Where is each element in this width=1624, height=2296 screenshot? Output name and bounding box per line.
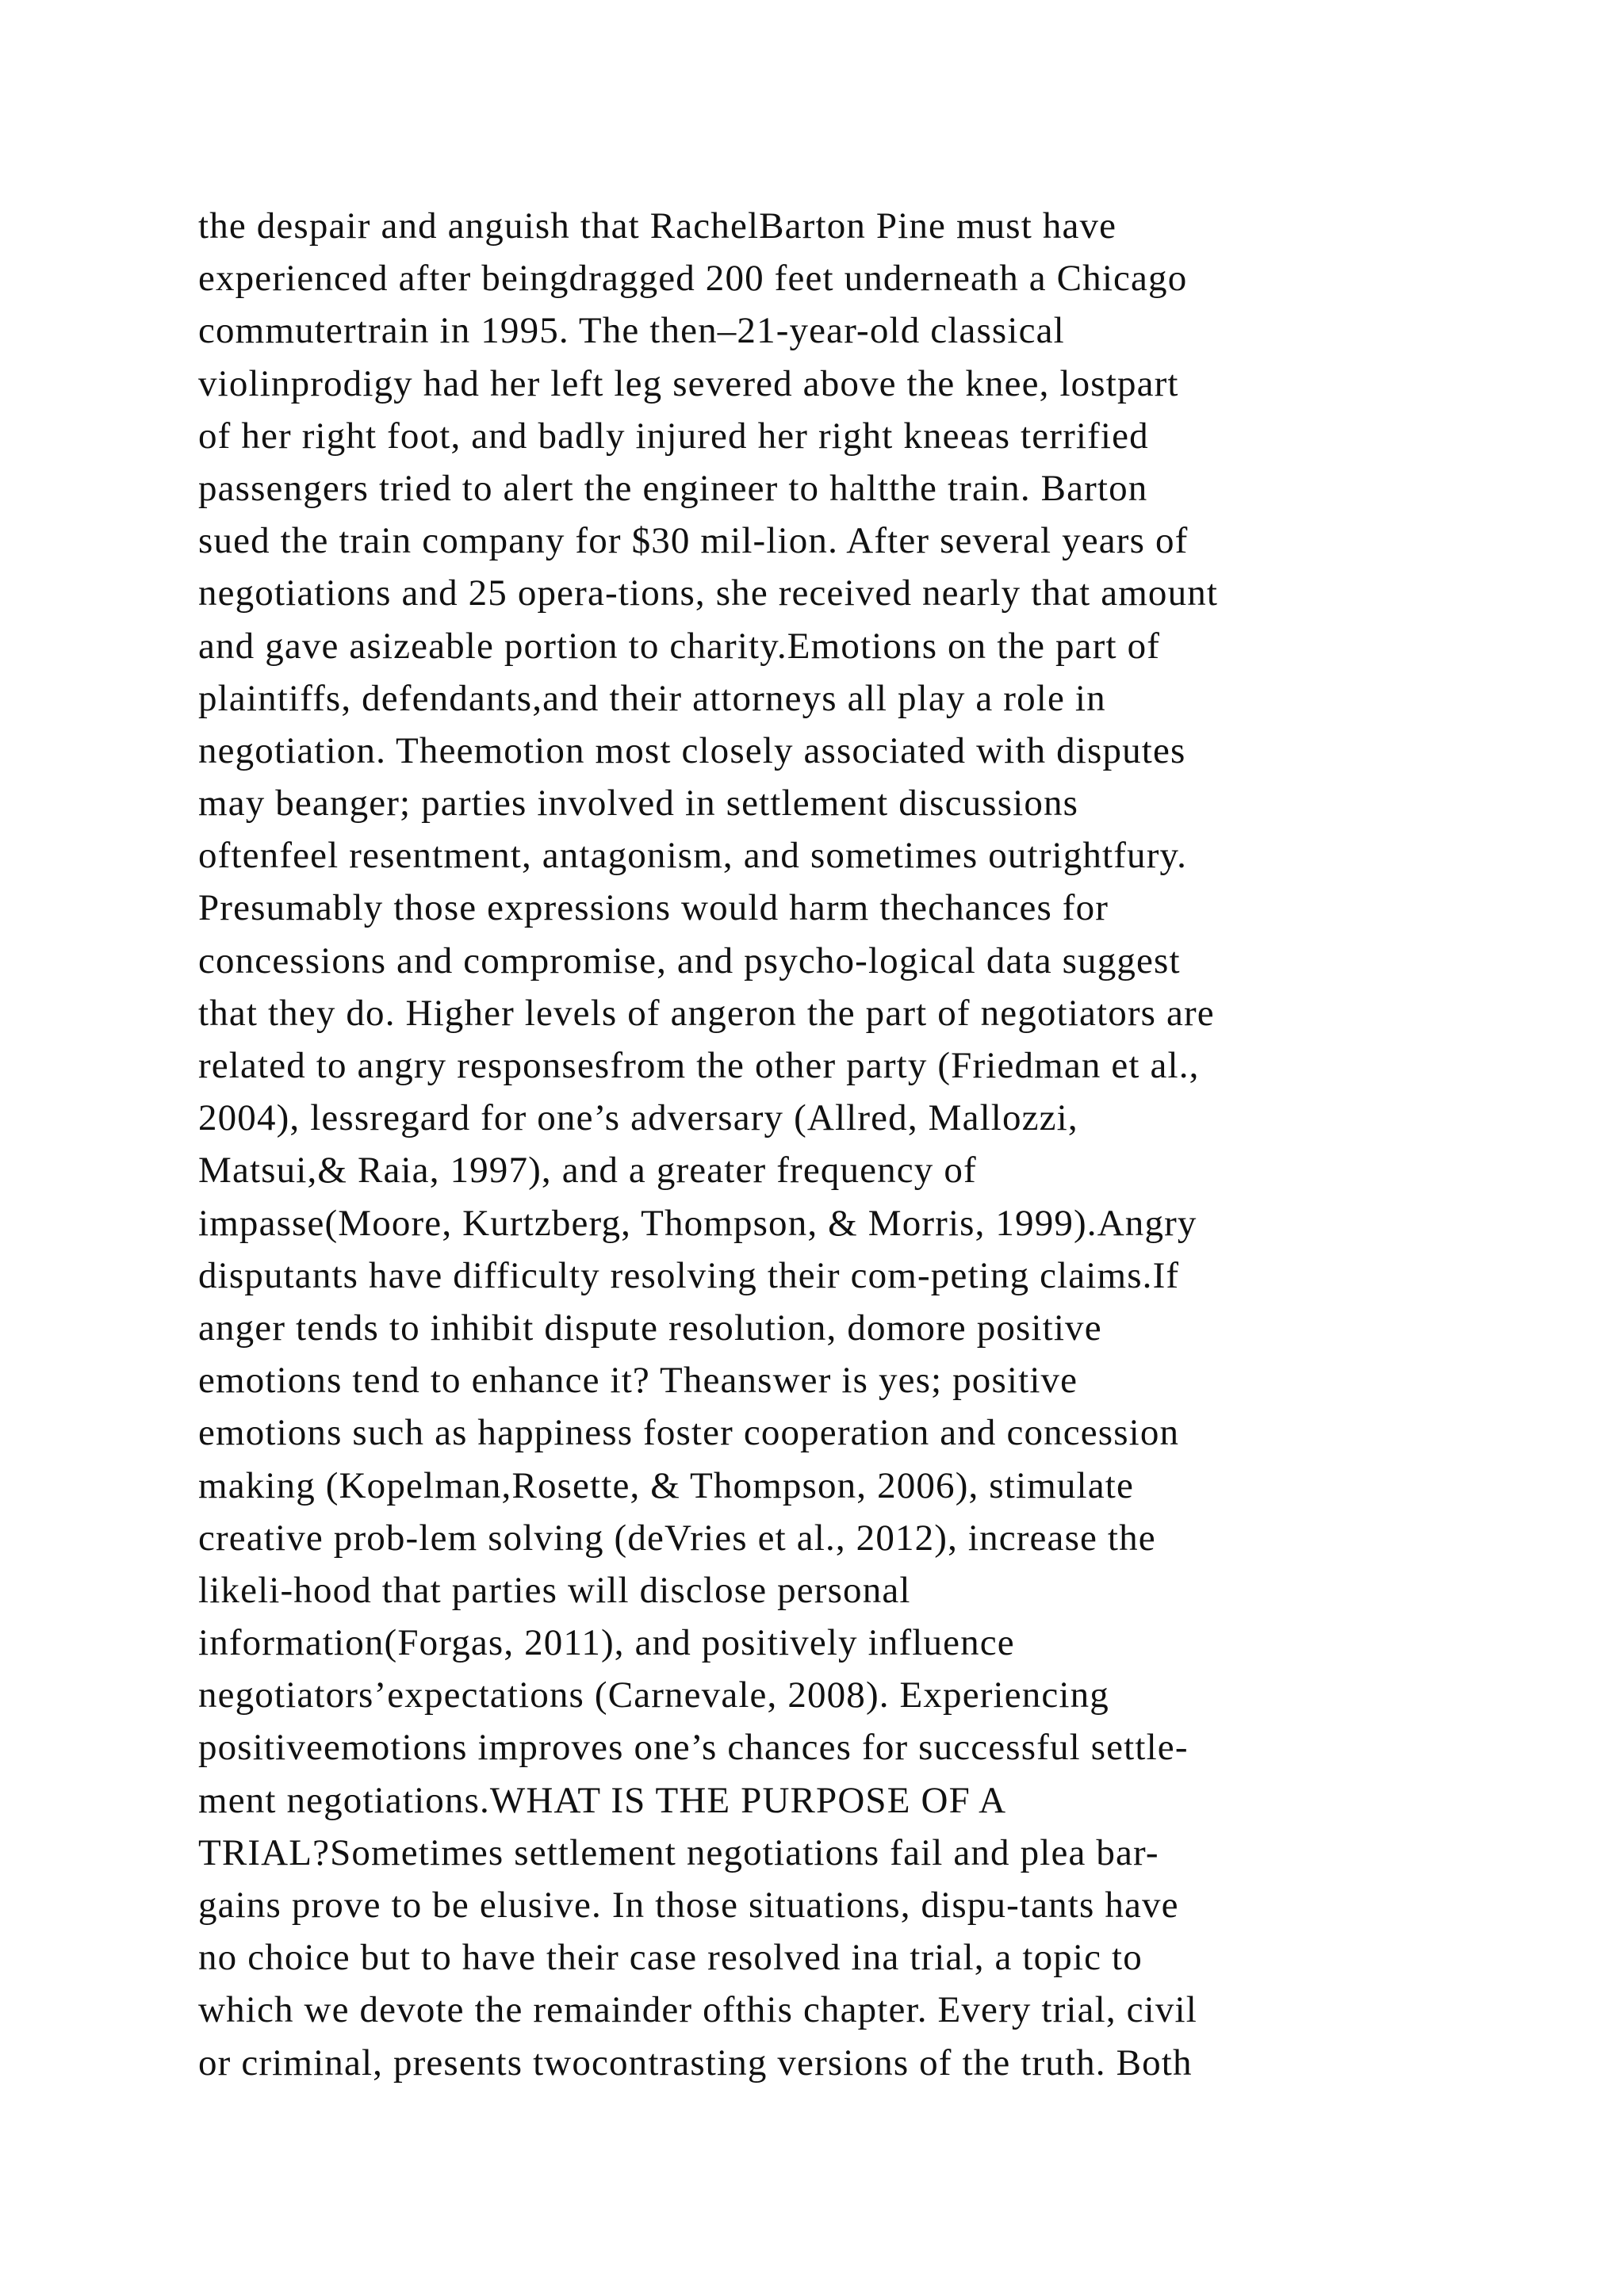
text-line: Presumably those expressions would harm thechances for [198, 887, 1109, 929]
text-line: information(Forgas, 2011), and positively influence [198, 1622, 1015, 1664]
text-line: 2004), lessregard for one’s adversary (Allred, Mallozzi, [198, 1097, 1078, 1139]
text-line: sued the train company for $30 mil-lion. After several years of [198, 520, 1189, 562]
text-line: no choice but to have their case resolved ina trial, a topic to [198, 1937, 1143, 1979]
text-line: ment negotiations.WHAT IS THE PURPOSE OF A [198, 1779, 1007, 1821]
text-line: and gave asizeable portion to charity.Emotions on the part of [198, 625, 1161, 667]
text-line: or criminal, presents twocontrasting versions of the truth. Both [198, 2042, 1193, 2084]
text-line: of her right foot, and badly injured her right kneeas terrified [198, 415, 1149, 457]
text-line: experienced after beingdragged 200 feet underneath a Chicago [198, 258, 1188, 300]
text-line: disputants have difficulty resolving their com-peting claims.If [198, 1254, 1180, 1296]
text-line: impasse(Moore, Kurtzberg, Thompson, & Morris, 1999).Angry [198, 1202, 1197, 1244]
text-line: oftenfeel resentment, antagonism, and sometimes outrightfury. [198, 835, 1188, 877]
text-line: creative prob-lem solving (deVries et al., 2012), increase the [198, 1517, 1156, 1559]
text-line: negotiations and 25 opera-tions, she received nearly that amount [198, 572, 1219, 614]
text-line: commutertrain in 1995. The then–21-year-old classical [198, 310, 1065, 352]
text-line: the despair and anguish that RachelBarton Pine must have [198, 205, 1117, 247]
body-text [198, 200, 1451, 2089]
text-line: which we devote the remainder ofthis chapter. Every trial, civil [198, 1989, 1197, 2031]
text-line: that they do. Higher levels of angeron the part of negotiators are [198, 992, 1215, 1034]
text-line: may beanger; parties involved in settlement discussions [198, 783, 1079, 825]
text-line: emotions such as happiness foster cooperation and concession [198, 1412, 1180, 1454]
text-line: negotiators’expectations (Carnevale, 2008). Experiencing [198, 1674, 1109, 1716]
text-line: Matsui,& Raia, 1997), and a greater frequency of [198, 1150, 977, 1192]
text-line: likeli-hood that parties will disclose personal [198, 1569, 911, 1611]
text-line: making (Kopelman,Rosette, & Thompson, 2006), stimulate [198, 1464, 1134, 1506]
text-line: negotiation. Theemotion most closely associated with disputes [198, 729, 1186, 771]
text-line: anger tends to inhibit dispute resolution, domore positive [198, 1307, 1102, 1349]
text-line: violinprodigy had her left leg severed above the knee, lostpart [198, 362, 1179, 404]
text-line: TRIAL?Sometimes settlement negotiations fail and plea bar- [198, 1831, 1159, 1873]
text-line: gains prove to be elusive. In those situations, dispu-tants have [198, 1885, 1179, 1926]
text-line: concessions and compromise, and psycho-logical data suggest [198, 939, 1181, 982]
text-line: positiveemotions improves one’s chances for successful settle- [198, 1727, 1189, 1769]
text-line: passengers tried to alert the engineer to haltthe train. Barton [198, 467, 1148, 509]
text-line: related to angry responsesfrom the other party (Friedman et al., [198, 1045, 1200, 1086]
text-line: plaintiffs, defendants,and their attorneys all play a role in [198, 677, 1106, 719]
text-line: emotions tend to enhance it? Theanswer is yes; positive [198, 1360, 1078, 1402]
